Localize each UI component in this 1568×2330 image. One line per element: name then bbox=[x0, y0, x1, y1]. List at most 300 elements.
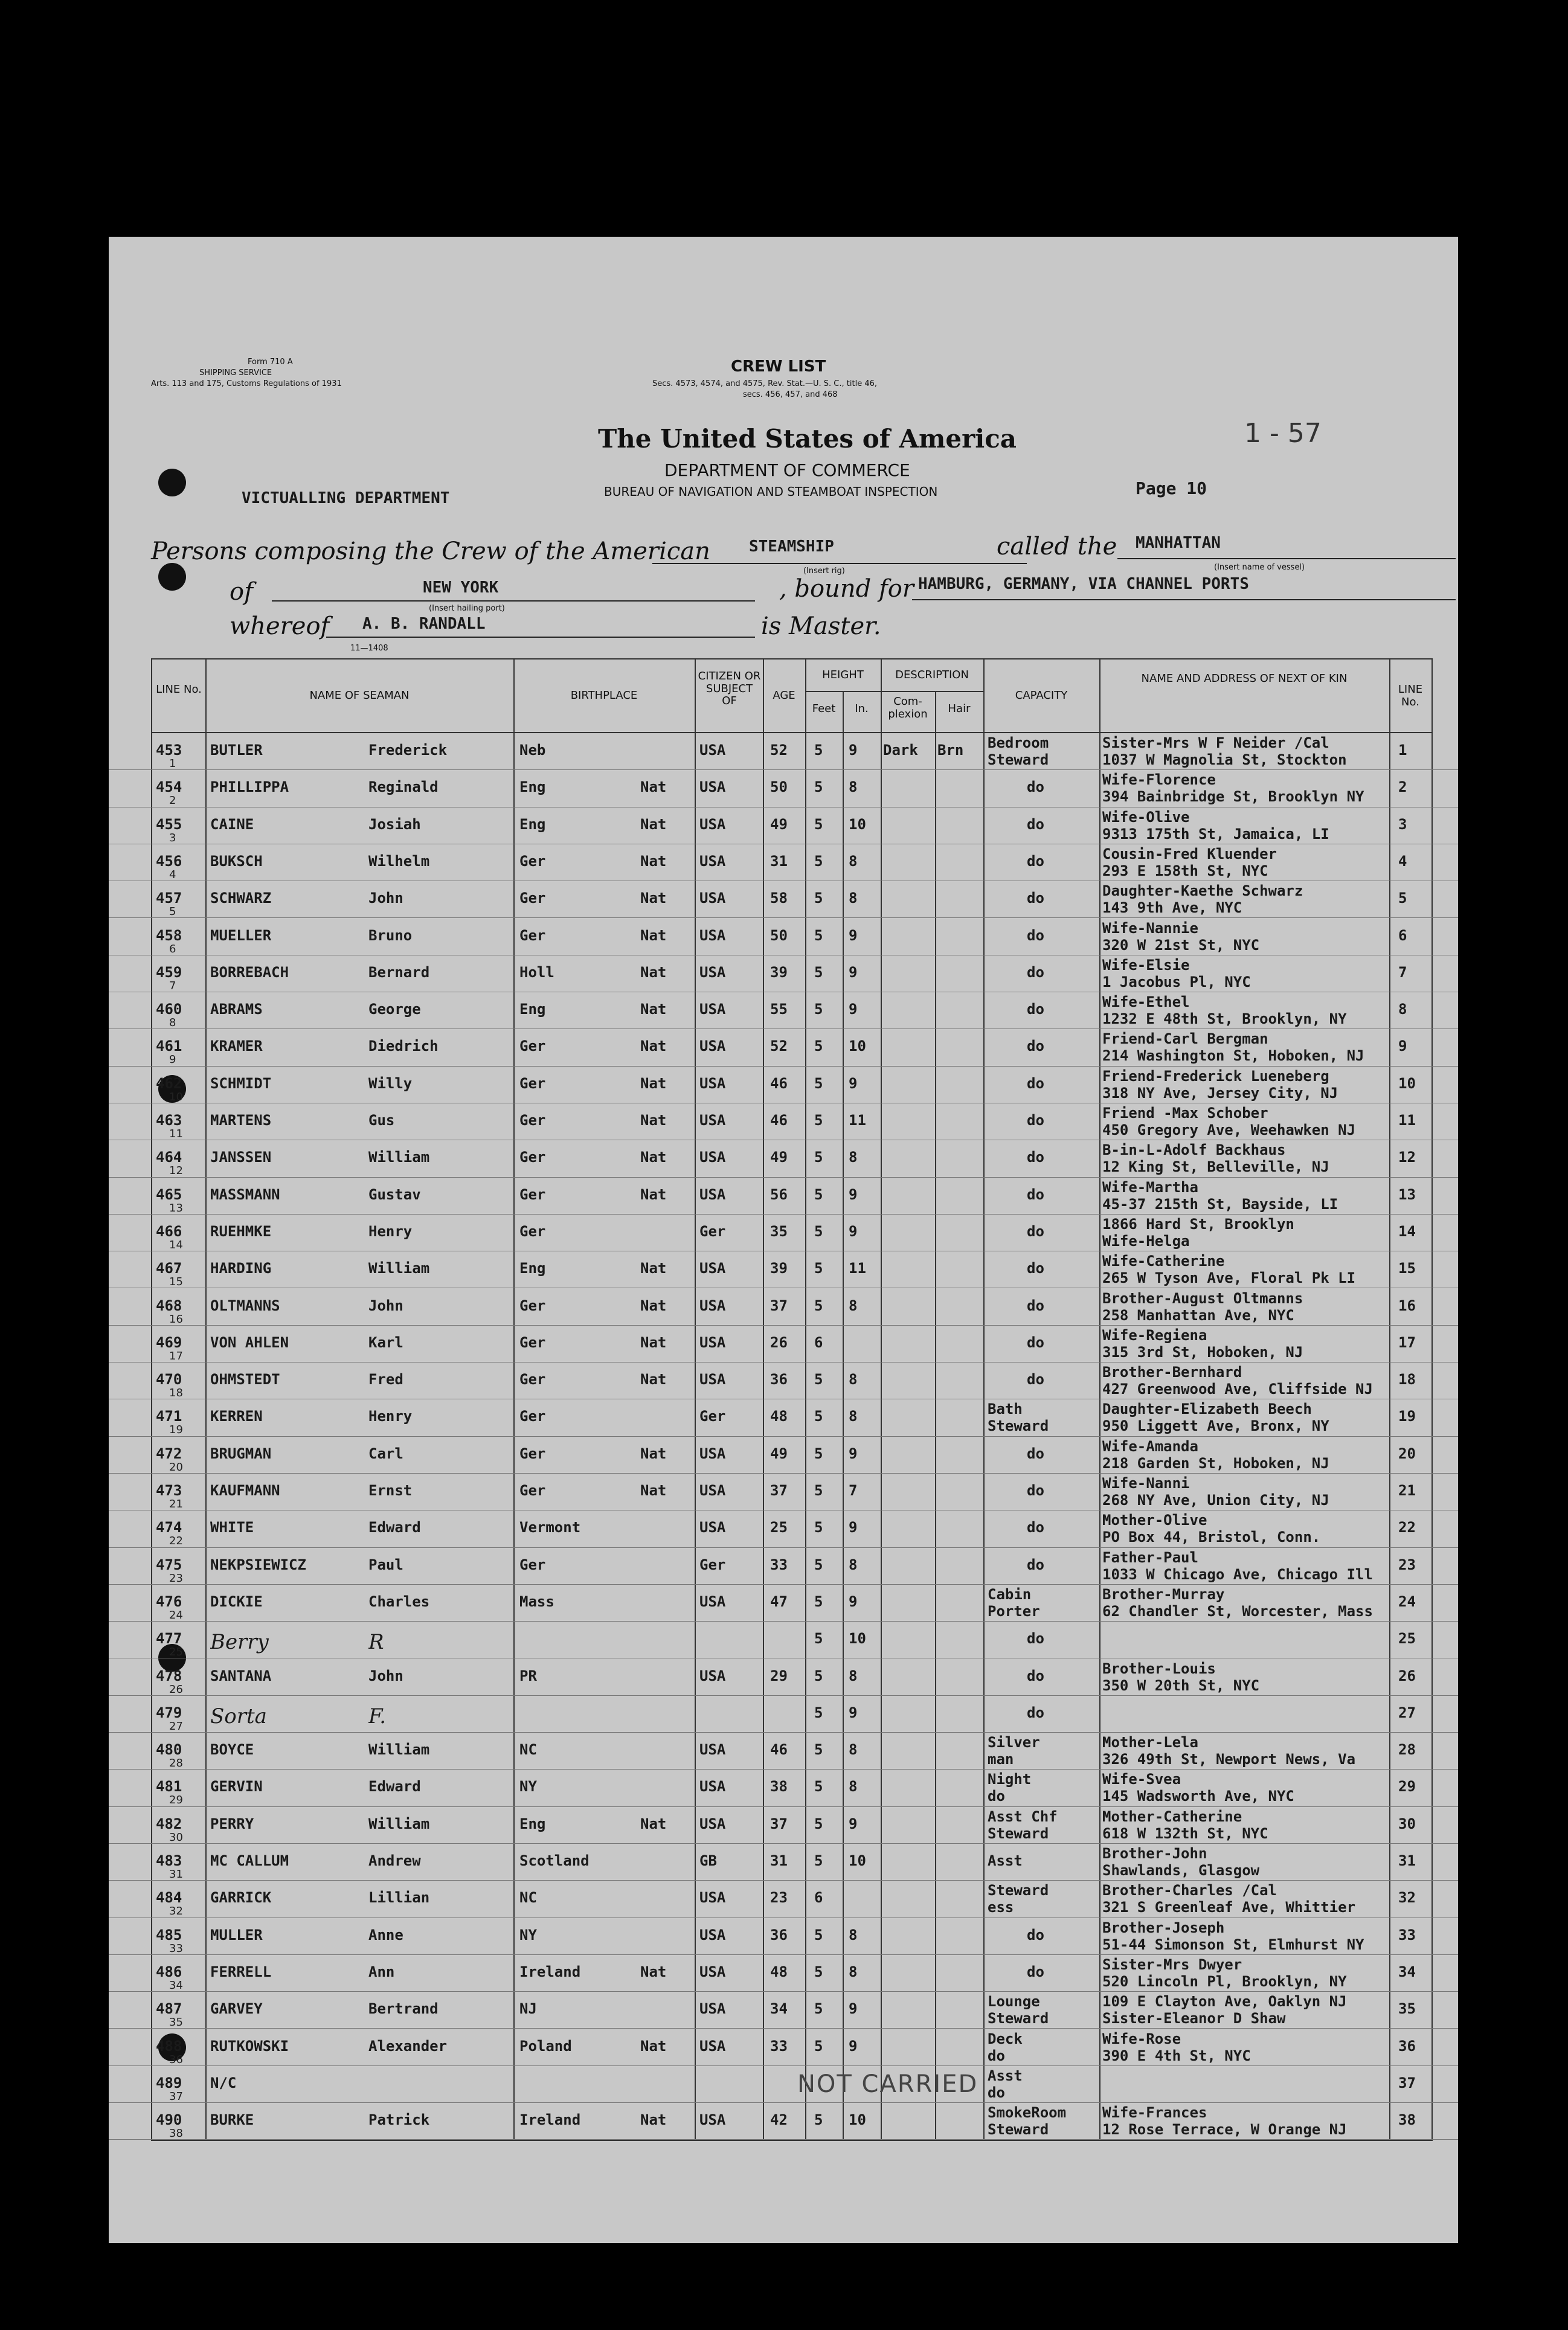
line-number-left: 37 bbox=[169, 2090, 183, 2103]
cell-next-of-kin: Mother-Olive bbox=[1102, 1512, 1207, 1529]
cell-age: 23 bbox=[770, 1889, 788, 1907]
cell-next-of-kin: Daughter-Elizabeth Beech bbox=[1102, 1401, 1312, 1418]
line-number-left: 12 bbox=[169, 1164, 183, 1178]
cell-capacity: Cabin bbox=[988, 1585, 1032, 1603]
cell-capacity-2: do bbox=[988, 2084, 1005, 2101]
table-row bbox=[109, 1326, 1458, 1362]
cell-next-of-kin-address: 258 Manhattan Ave, NYC bbox=[1102, 1306, 1294, 1324]
cell-naturalized: Nat bbox=[640, 1186, 667, 1203]
cell-capacity: Night bbox=[988, 1771, 1032, 1788]
cell-height-inches: 8 bbox=[849, 1741, 858, 1759]
cell-complexion: Dark bbox=[883, 742, 918, 759]
table-row bbox=[109, 2103, 1458, 2140]
stamped-number: 1 - 57 bbox=[1244, 418, 1322, 449]
cell-line-number-right: 25 bbox=[1398, 1630, 1416, 1648]
cell-birthplace: NC bbox=[519, 1741, 537, 1759]
vessel-name-line bbox=[1117, 558, 1456, 559]
cell-seq-number: 469 bbox=[156, 1333, 182, 1351]
cell-capacity: do bbox=[1027, 1519, 1044, 1536]
table-row bbox=[109, 1918, 1458, 1955]
cell-next-of-kin: Father-Paul bbox=[1102, 1549, 1198, 1566]
cell-citizenship: USA bbox=[699, 1186, 726, 1203]
cell-surname: Sorta bbox=[210, 1704, 267, 1728]
cell-naturalized: Nat bbox=[640, 1445, 667, 1462]
cell-next-of-kin: Friend -Max Schober bbox=[1102, 1105, 1268, 1122]
cell-line-number-right: 30 bbox=[1398, 1815, 1416, 1832]
cell-birthplace: Poland bbox=[519, 2037, 572, 2055]
table-row bbox=[109, 1807, 1458, 1844]
cell-next-of-kin: Brother-August Oltmanns bbox=[1102, 1289, 1303, 1307]
height-subheader-line bbox=[805, 691, 983, 692]
cell-line-number-right: 37 bbox=[1398, 2074, 1416, 2091]
cell-birthplace: Ger bbox=[519, 1482, 546, 1499]
cell-next-of-kin-address: 145 Wadsworth Ave, NYC bbox=[1102, 1788, 1294, 1805]
cell-age: 52 bbox=[770, 742, 788, 759]
cell-capacity: do bbox=[1027, 1482, 1044, 1499]
form-number: Form 710 A bbox=[248, 358, 293, 367]
cell-height-inches: 8 bbox=[849, 1556, 858, 1573]
table-row bbox=[109, 1696, 1458, 1733]
cell-surname: BUKSCH bbox=[210, 852, 263, 870]
department-label: VICTUALLING DEPARTMENT bbox=[242, 489, 450, 507]
cell-surname: PHILLIPPA bbox=[210, 778, 289, 796]
shipping-service: SHIPPING SERVICE bbox=[199, 368, 272, 377]
cell-surname: FERRELL bbox=[210, 1963, 272, 1980]
line-number-left: 2 bbox=[169, 794, 176, 807]
cell-age: 42 bbox=[770, 2111, 788, 2129]
cell-citizenship: USA bbox=[699, 1963, 726, 1980]
cell-seq-number: 470 bbox=[156, 1371, 182, 1388]
line-number-left: 17 bbox=[169, 1349, 183, 1362]
cell-surname: HARDING bbox=[210, 1260, 272, 1277]
cell-next-of-kin-address: 350 W 20th St, NYC bbox=[1102, 1677, 1260, 1694]
cell-naturalized: Nat bbox=[640, 926, 667, 944]
cell-seq-number: 485 bbox=[156, 1926, 182, 1943]
cell-seq-number: 468 bbox=[156, 1297, 182, 1314]
table-row bbox=[109, 1770, 1458, 1806]
cell-seq-number: 471 bbox=[156, 1408, 182, 1425]
cell-naturalized: Nat bbox=[640, 1149, 667, 1166]
header-next-of-kin: NAME AND ADDRESS OF NEXT OF KIN bbox=[1141, 672, 1348, 685]
cell-capacity: Asst Chf bbox=[988, 1808, 1058, 1825]
cell-surname: MUELLER bbox=[210, 926, 272, 944]
cell-citizenship: USA bbox=[699, 1333, 726, 1351]
table-row bbox=[109, 1103, 1458, 1140]
cell-birthplace: Ger bbox=[519, 1149, 546, 1166]
cell-surname: OHMSTEDT bbox=[210, 1371, 280, 1388]
cell-naturalized: Nat bbox=[640, 778, 667, 796]
cell-capacity-2: do bbox=[988, 1788, 1005, 1805]
master-line bbox=[326, 637, 755, 638]
cell-citizenship: Ger bbox=[699, 1556, 726, 1573]
cell-naturalized: Nat bbox=[640, 2111, 667, 2129]
cell-height-inches: 9 bbox=[849, 1186, 858, 1203]
cell-birthplace: Ger bbox=[519, 1333, 546, 1351]
cell-capacity: do bbox=[1027, 1963, 1044, 1980]
line-number-left: 11 bbox=[169, 1128, 183, 1140]
cell-next-of-kin: Wife-Svea bbox=[1102, 1771, 1181, 1788]
cell-birthplace: Eng bbox=[519, 1001, 546, 1018]
table-row bbox=[109, 844, 1458, 881]
cell-surname: WHITE bbox=[210, 1519, 254, 1536]
cell-height-feet: 5 bbox=[814, 2111, 823, 2129]
master-name: A. B. RANDALL bbox=[362, 615, 486, 633]
cell-next-of-kin-address: 321 S Greenleaf Ave, Whittier bbox=[1102, 1899, 1356, 1916]
cell-height-feet: 5 bbox=[814, 963, 823, 981]
cell-next-of-kin-address: 218 Garden St, Hoboken, NJ bbox=[1102, 1454, 1329, 1472]
cell-capacity: Bedroom bbox=[988, 734, 1049, 751]
cell-height-feet: 5 bbox=[814, 1074, 823, 1092]
table-row bbox=[109, 1548, 1458, 1585]
cell-next-of-kin-address: 318 NY Ave, Jersey City, NJ bbox=[1102, 1084, 1338, 1102]
cell-capacity: do bbox=[1027, 963, 1044, 981]
cell-next-of-kin-address: 618 W 132th St, NYC bbox=[1102, 1825, 1268, 1842]
cell-surname: KAUFMANN bbox=[210, 1482, 280, 1499]
cell-citizenship: USA bbox=[699, 1112, 726, 1129]
cell-height-inches: 9 bbox=[849, 1074, 858, 1092]
cell-next-of-kin: Brother-Louis bbox=[1102, 1660, 1216, 1677]
customs-regulations: Arts. 113 and 175, Customs Regulations of 1931 bbox=[151, 379, 342, 388]
cell-given-name: William bbox=[368, 1260, 430, 1277]
cell-surname: SCHMIDT bbox=[210, 1074, 272, 1092]
cell-height-inches: 9 bbox=[849, 2037, 858, 2055]
cell-age: 56 bbox=[770, 1186, 788, 1203]
cell-birthplace: NJ bbox=[519, 2000, 537, 2018]
cell-seq-number: 459 bbox=[156, 963, 182, 981]
cell-capacity: do bbox=[1027, 1667, 1044, 1684]
cell-line-number-right: 29 bbox=[1398, 1778, 1416, 1796]
cell-capacity-2: Steward bbox=[988, 751, 1049, 768]
cell-surname: DICKIE bbox=[210, 1593, 263, 1610]
cell-age: 31 bbox=[770, 1852, 788, 1869]
table-row bbox=[109, 1733, 1458, 1770]
cell-given-name: William bbox=[368, 1815, 430, 1832]
cell-citizenship: USA bbox=[699, 1149, 726, 1166]
header-capacity: CAPACITY bbox=[1015, 689, 1068, 702]
cell-height-feet: 5 bbox=[814, 926, 823, 944]
cell-given-name: Bertrand bbox=[368, 2000, 439, 2018]
cell-citizenship: USA bbox=[699, 926, 726, 944]
cell-height-inches: 9 bbox=[849, 2000, 858, 2018]
cell-seq-number: 481 bbox=[156, 1778, 182, 1796]
cell-surname: JANSSEN bbox=[210, 1149, 272, 1166]
cell-naturalized: Nat bbox=[640, 1260, 667, 1277]
cell-birthplace: Ger bbox=[519, 1297, 546, 1314]
cell-next-of-kin: Brother-Bernhard bbox=[1102, 1364, 1242, 1381]
cell-next-of-kin-address: 320 W 21st St, NYC bbox=[1102, 936, 1260, 954]
cell-birthplace: Ger bbox=[519, 1371, 546, 1388]
cell-next-of-kin-address: 12 Rose Terrace, W Orange NJ bbox=[1102, 2121, 1347, 2139]
cell-line-number-right: 7 bbox=[1398, 963, 1407, 981]
cell-given-name: Frederick bbox=[368, 742, 448, 759]
cell-capacity: do bbox=[1027, 778, 1044, 796]
line-number-left: 3 bbox=[169, 831, 176, 844]
cell-surname: VON AHLEN bbox=[210, 1333, 289, 1351]
cell-citizenship: USA bbox=[699, 890, 726, 907]
vessel-rig: STEAMSHIP bbox=[749, 538, 834, 556]
cell-height-inches: 9 bbox=[849, 1519, 858, 1536]
cell-height-inches: 9 bbox=[849, 1445, 858, 1462]
country-title: The United States of America bbox=[598, 424, 1017, 454]
table-row bbox=[109, 1659, 1458, 1696]
cell-capacity: Asst bbox=[988, 1852, 1023, 1869]
cell-next-of-kin: Wife-Martha bbox=[1102, 1178, 1198, 1196]
cell-next-of-kin: Sister-Mrs Dwyer bbox=[1102, 1956, 1242, 1973]
cell-birthplace: Ger bbox=[519, 1186, 546, 1203]
cell-height-feet: 5 bbox=[814, 1371, 823, 1388]
cell-height-inches: 9 bbox=[849, 1222, 858, 1240]
cell-citizenship: USA bbox=[699, 1038, 726, 1055]
cell-height-feet: 5 bbox=[814, 1112, 823, 1129]
cell-citizenship: USA bbox=[699, 1297, 726, 1314]
cell-seq-number: 490 bbox=[156, 2111, 182, 2129]
cell-age: 58 bbox=[770, 890, 788, 907]
cell-next-of-kin-address: 427 Greenwood Ave, Cliffside NJ bbox=[1102, 1381, 1373, 1398]
cell-seq-number: 461 bbox=[156, 1038, 182, 1055]
line-number-left: 14 bbox=[169, 1238, 183, 1251]
cell-given-name: Henry bbox=[368, 1408, 413, 1425]
cell-citizenship: USA bbox=[699, 1445, 726, 1462]
cell-birthplace: Ger bbox=[519, 1408, 546, 1425]
cell-given-name: F. bbox=[368, 1704, 387, 1728]
cell-birthplace: Ger bbox=[519, 1038, 546, 1055]
cell-height-inches: 10 bbox=[849, 1852, 866, 1869]
cell-citizenship: USA bbox=[699, 815, 726, 833]
cell-line-number-right: 28 bbox=[1398, 1741, 1416, 1759]
cell-seq-number: 454 bbox=[156, 778, 182, 796]
cell-seq-number: 457 bbox=[156, 890, 182, 907]
cell-citizenship: USA bbox=[699, 1815, 726, 1832]
cell-surname: BRUGMAN bbox=[210, 1445, 272, 1462]
line-number-left: 5 bbox=[169, 905, 176, 919]
cell-naturalized: Nat bbox=[640, 963, 667, 981]
cell-height-inches: 9 bbox=[849, 963, 858, 981]
cell-height-feet: 5 bbox=[814, 1186, 823, 1203]
line-number-left: 13 bbox=[169, 1201, 183, 1215]
cell-naturalized: Nat bbox=[640, 1963, 667, 1980]
cell-given-name: Ann bbox=[368, 1963, 395, 1980]
cell-line-number-right: 17 bbox=[1398, 1333, 1416, 1351]
cell-height-feet: 5 bbox=[814, 1408, 823, 1425]
cell-next-of-kin-address: 1033 W Chicago Ave, Chicago Ill bbox=[1102, 1565, 1373, 1583]
cell-seq-number: 472 bbox=[156, 1445, 182, 1462]
cell-next-of-kin-address: 1 Jacobus Pl, NYC bbox=[1102, 973, 1251, 990]
cell-next-of-kin-address: 268 NY Ave, Union City, NJ bbox=[1102, 1492, 1329, 1509]
cell-citizenship: Ger bbox=[699, 1408, 726, 1425]
cell-birthplace: Ger bbox=[519, 852, 546, 870]
cell-seq-number: 484 bbox=[156, 1889, 182, 1907]
cell-surname: N/C bbox=[210, 2074, 237, 2091]
header-height: HEIGHT bbox=[822, 669, 864, 681]
cell-seq-number: 489 bbox=[156, 2074, 182, 2091]
cell-height-inches: 8 bbox=[849, 890, 858, 907]
cell-seq-number: 453 bbox=[156, 742, 182, 759]
destination-line bbox=[912, 599, 1456, 600]
cell-next-of-kin-address: 450 Gregory Ave, Weehawken NJ bbox=[1102, 1122, 1356, 1138]
cell-capacity: Deck bbox=[988, 2030, 1023, 2047]
cell-surname: NEKPSIEWICZ bbox=[210, 1556, 306, 1573]
cell-capacity: Bath bbox=[988, 1401, 1023, 1418]
destination: HAMBURG, GERMANY, VIA CHANNEL PORTS bbox=[918, 575, 1249, 593]
cell-line-number-right: 33 bbox=[1398, 1926, 1416, 1943]
table-row bbox=[109, 1251, 1458, 1288]
cell-capacity: do bbox=[1027, 1926, 1044, 1943]
table-top-border bbox=[151, 658, 1431, 660]
cell-next-of-kin: Wife-Nanni bbox=[1102, 1475, 1190, 1492]
table-row bbox=[109, 807, 1458, 844]
cell-birthplace: Ger bbox=[519, 1112, 546, 1129]
bound-label: , bound for bbox=[779, 575, 914, 603]
table-row bbox=[109, 992, 1458, 1029]
cell-next-of-kin: Wife-Olive bbox=[1102, 808, 1190, 826]
cell-height-feet: 6 bbox=[814, 1333, 823, 1351]
punch-hole bbox=[158, 563, 186, 591]
cell-citizenship: USA bbox=[699, 1482, 726, 1499]
cell-given-name: Carl bbox=[368, 1445, 403, 1462]
cell-birthplace: Holl bbox=[519, 963, 554, 981]
line-number-left: 8 bbox=[169, 1016, 176, 1030]
cell-next-of-kin: Wife-Florence bbox=[1102, 771, 1216, 789]
cell-birthplace: Eng bbox=[519, 815, 546, 833]
cell-age: 50 bbox=[770, 926, 788, 944]
cell-surname: OLTMANNS bbox=[210, 1297, 280, 1314]
cell-height-feet: 5 bbox=[814, 742, 823, 759]
cell-height-feet: 5 bbox=[814, 778, 823, 796]
cell-given-name: William bbox=[368, 1741, 430, 1759]
cell-capacity: do bbox=[1027, 890, 1044, 907]
cell-citizenship: USA bbox=[699, 1074, 726, 1092]
cell-given-name: Alexander bbox=[368, 2037, 448, 2055]
cell-birthplace: Eng bbox=[519, 1815, 546, 1832]
cell-age: 37 bbox=[770, 1815, 788, 1832]
cell-line-number-right: 35 bbox=[1398, 2000, 1416, 2018]
cell-height-inches: 8 bbox=[849, 852, 858, 870]
line-number-left: 23 bbox=[169, 1571, 183, 1585]
cell-line-number-right: 15 bbox=[1398, 1260, 1416, 1277]
line-number-left: 38 bbox=[169, 2127, 183, 2140]
cell-line-number-right: 4 bbox=[1398, 852, 1407, 870]
cell-next-of-kin-address: 390 E 4th St, NYC bbox=[1102, 2047, 1251, 2064]
table-row bbox=[109, 733, 1458, 770]
cell-age: 35 bbox=[770, 1222, 788, 1240]
cell-given-name: Henry bbox=[368, 1222, 413, 1240]
table-row bbox=[109, 955, 1458, 992]
cell-height-inches: 9 bbox=[849, 926, 858, 944]
cell-line-number-right: 19 bbox=[1398, 1408, 1416, 1425]
cell-given-name: Edward bbox=[368, 1519, 421, 1536]
cell-capacity: do bbox=[1027, 1297, 1044, 1314]
cell-line-number-right: 21 bbox=[1398, 1482, 1416, 1499]
cell-next-of-kin: Wife-Regiena bbox=[1102, 1326, 1207, 1344]
cell-height-feet: 5 bbox=[814, 1297, 823, 1314]
cell-capacity: do bbox=[1027, 1630, 1044, 1648]
cell-seq-number: 456 bbox=[156, 852, 182, 870]
cell-seq-number: 467 bbox=[156, 1260, 182, 1277]
cell-given-name: Patrick bbox=[368, 2111, 430, 2129]
cell-naturalized: Nat bbox=[640, 1482, 667, 1499]
cell-seq-number: 460 bbox=[156, 1001, 182, 1018]
hailing-port: NEW YORK bbox=[423, 579, 499, 597]
cell-capacity: do bbox=[1027, 852, 1044, 870]
cell-naturalized: Nat bbox=[640, 1074, 667, 1092]
cell-surname: GERVIN bbox=[210, 1778, 263, 1796]
cell-next-of-kin: Mother-Catherine bbox=[1102, 1808, 1242, 1825]
cell-given-name: Charles bbox=[368, 1593, 430, 1610]
cell-seq-number: 487 bbox=[156, 2000, 182, 2018]
cell-height-feet: 5 bbox=[814, 1260, 823, 1277]
cell-naturalized: Nat bbox=[640, 815, 667, 833]
cell-seq-number: 473 bbox=[156, 1482, 182, 1499]
cell-age: 55 bbox=[770, 1001, 788, 1018]
cell-height-feet: 5 bbox=[814, 1001, 823, 1018]
cell-next-of-kin-address: Shawlands, Glasgow bbox=[1102, 1862, 1260, 1879]
cell-birthplace: Ireland bbox=[519, 2111, 581, 2129]
cell-naturalized: Nat bbox=[640, 1815, 667, 1832]
cell-age: 48 bbox=[770, 1963, 788, 1980]
cell-height-inches: 8 bbox=[849, 778, 858, 796]
header-hair: Hair bbox=[948, 702, 971, 715]
cell-height-feet: 5 bbox=[814, 1704, 823, 1721]
cell-capacity: do bbox=[1027, 1186, 1044, 1203]
cell-next-of-kin: Wife-Frances bbox=[1102, 2104, 1207, 2122]
cell-height-inches: 11 bbox=[849, 1260, 866, 1277]
cell-height-inches: 8 bbox=[849, 1778, 858, 1796]
table-row bbox=[109, 1140, 1458, 1177]
line-number-left: 9 bbox=[169, 1053, 176, 1067]
cell-height-inches: 9 bbox=[849, 1001, 858, 1018]
cell-birthplace: Ger bbox=[519, 1556, 546, 1573]
cell-height-inches: 8 bbox=[849, 1297, 858, 1314]
cell-capacity-2: ess bbox=[988, 1899, 1014, 1916]
cell-next-of-kin-address: 12 King St, Belleville, NJ bbox=[1102, 1158, 1329, 1176]
cell-height-feet: 5 bbox=[814, 1852, 823, 1869]
cell-capacity: Silver bbox=[988, 1734, 1040, 1751]
cell-birthplace: NC bbox=[519, 1889, 537, 1907]
cell-citizenship: USA bbox=[699, 2000, 726, 2018]
cell-capacity: do bbox=[1027, 1371, 1044, 1388]
cell-citizenship: USA bbox=[699, 963, 726, 981]
cell-given-name: Diedrich bbox=[368, 1038, 439, 1055]
cell-line-number-right: 11 bbox=[1398, 1112, 1416, 1129]
cell-age: 47 bbox=[770, 1593, 788, 1610]
cell-citizenship: USA bbox=[699, 1519, 726, 1536]
table-row bbox=[109, 919, 1458, 955]
cell-height-inches: 9 bbox=[849, 1593, 858, 1610]
cell-height-feet: 5 bbox=[814, 1630, 823, 1648]
cell-surname: KERREN bbox=[210, 1408, 263, 1425]
cell-surname: BORREBACH bbox=[210, 963, 289, 981]
cell-line-number-right: 32 bbox=[1398, 1889, 1416, 1907]
header-feet: Feet bbox=[812, 702, 836, 715]
cell-height-inches: 10 bbox=[849, 1630, 866, 1648]
table-row bbox=[109, 1881, 1458, 1918]
cell-capacity: do bbox=[1027, 1333, 1044, 1351]
cell-surname: CAINE bbox=[210, 815, 254, 833]
cell-capacity: do bbox=[1027, 1704, 1044, 1721]
bureau-title: BUREAU OF NAVIGATION AND STEAMBOAT INSPECTION bbox=[604, 484, 938, 499]
line-number-left: 19 bbox=[169, 1423, 183, 1437]
cell-citizenship: GB bbox=[699, 1852, 717, 1869]
cell-capacity: Lounge bbox=[988, 1993, 1040, 2011]
table-row bbox=[109, 2029, 1458, 2066]
cell-birthplace: Scotland bbox=[519, 1852, 590, 1869]
cell-naturalized: Nat bbox=[640, 1297, 667, 1314]
cell-age: 31 bbox=[770, 852, 788, 870]
cell-naturalized: Nat bbox=[640, 1038, 667, 1055]
cell-line-number-right: 5 bbox=[1398, 890, 1407, 907]
table-row bbox=[109, 1992, 1458, 2029]
statute-reference: Secs. 4573, 4574, and 4575, Rev. Stat.—U. S. C., title 46, bbox=[652, 379, 878, 388]
